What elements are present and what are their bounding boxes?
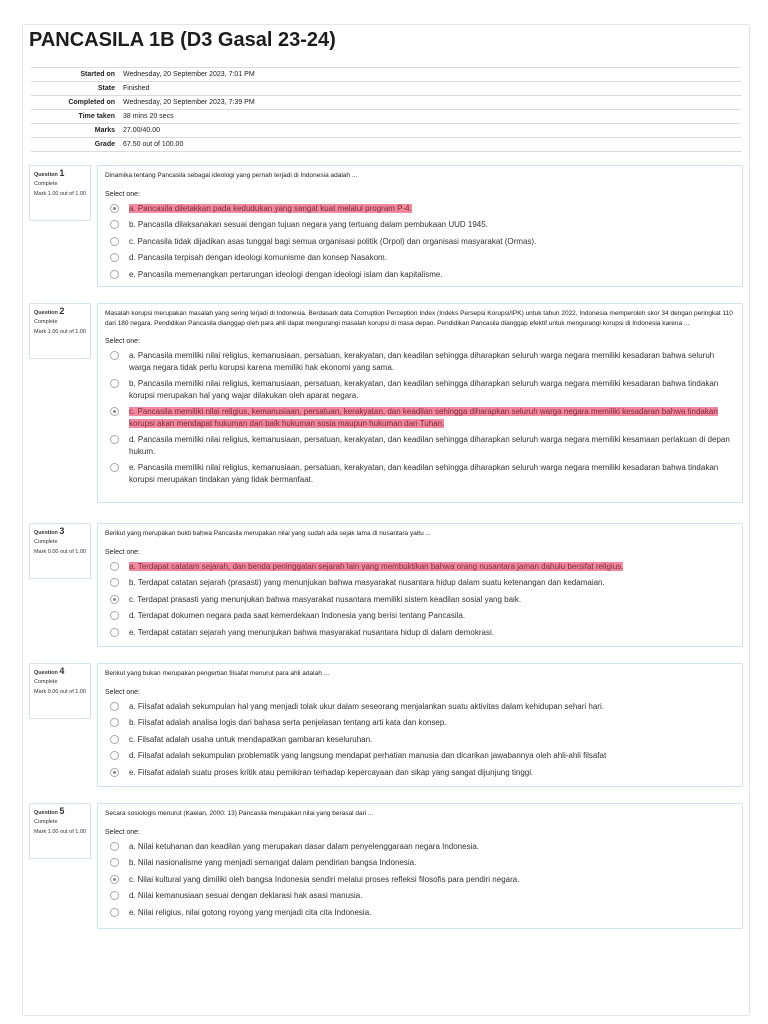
radio-button[interactable]: [110, 220, 119, 229]
radio-button[interactable]: [110, 270, 119, 279]
answer-option[interactable]: [105, 907, 735, 919]
question-state: Complete: [34, 538, 58, 545]
question-label: Question: [34, 310, 58, 316]
question-number: [34, 807, 86, 818]
radio-button[interactable]: [110, 858, 119, 867]
question-info: [29, 663, 91, 719]
radio-button[interactable]: [110, 237, 119, 246]
question-info: [29, 803, 91, 859]
select-one-label: Select one:: [105, 828, 141, 836]
question-content: [97, 803, 743, 929]
question-label: Question: [34, 172, 58, 178]
answer-option[interactable]: [105, 269, 735, 281]
radio-button[interactable]: [110, 204, 119, 213]
radio-button[interactable]: [110, 718, 119, 727]
radio-button[interactable]: [110, 253, 119, 262]
answer-option-text: b. Pancasila memiliki nilai religius, kemanusiaan, persatuan, kerakyatan, dan keadilan sehingga diharapkan seluruh warga negara memiliki kesadaran bahwa tindakan korupsi merupakan hal yang wajar dilakukan oleh aparat negara.: [129, 379, 719, 400]
answer-option-text: b. Pancasila dilaksanakan sesuai dengan tujuan negara yang tertuang dalam pembukaan UUD 1945.: [129, 220, 488, 229]
answer-option[interactable]: [105, 610, 735, 622]
question-number: [34, 527, 86, 538]
answer-option[interactable]: [105, 462, 735, 485]
answer-option[interactable]: [105, 406, 735, 429]
answer-option[interactable]: [105, 219, 735, 231]
summary-value: 67.50 out of 100.00: [123, 141, 184, 148]
radio-button[interactable]: [110, 842, 119, 851]
radio-button[interactable]: [110, 463, 119, 472]
radio-button[interactable]: [110, 379, 119, 388]
answer-option-text: d. Nilai kemanusiaan sesuai dengan deklarasi hak asasi manusia.: [129, 891, 363, 900]
summary-label: State: [97, 85, 115, 92]
select-one-label: Select one:: [105, 190, 141, 198]
question-mark: Mark 1.00 out of 1.00: [34, 829, 86, 835]
summary-value: 27.00/40.00: [123, 127, 160, 134]
answer-option[interactable]: [105, 378, 735, 401]
radio-button[interactable]: [110, 562, 119, 571]
answer-option-text: c. Pancasila tidak dijadikan asas tunggal bagi semua organisasi politik (Orpol) dan organisasi masyarakat (Ormas).: [129, 236, 537, 246]
answer-option[interactable]: [105, 857, 735, 869]
answer-option-text: e. Terdapat catatan sejarah yang menunjukan bahwa masyarakat nusantara hidup di dalam demokrasi.: [129, 627, 494, 637]
summary-value: Wednesday, 20 September 2023, 7:01 PM: [123, 71, 255, 78]
answer-option-text: a. Pancasila memiliki nilai religius, kemanusiaan, persatuan, kerakyatan, dan keadilan sehingga diharapkan seluruh warga negara memiliki kesadaran bahwa seluruh warga negara tidak perlu korupsi karena memiliki hak ekonomi yang sama.: [129, 351, 715, 372]
answer-option[interactable]: [105, 717, 735, 729]
radio-button[interactable]: [110, 908, 119, 917]
summary-label: Marks: [94, 127, 115, 134]
answer-option-text: c. Filsafat adalah usaha untuk mendapatkan gambaran keseluruhan.: [129, 734, 373, 744]
question-mark: Mark 0.00 out of 1.00: [34, 689, 86, 695]
question-content: [97, 303, 743, 503]
answer-option[interactable]: [105, 561, 735, 573]
answer-option-text: c. Nilai kultural yang dimiliki oleh bangsa Indonesia sendiri melalui proses refleksi filosofis para pendiri negara.: [129, 874, 520, 884]
answer-option-text: d. Pancasila terpisah dengan ideologi komunisme dan konsep Nasakom.: [129, 253, 387, 262]
question-content: [97, 523, 743, 647]
summary-value: Wednesday, 20 September 2023, 7:39 PM: [123, 99, 255, 106]
answer-option[interactable]: [105, 252, 735, 264]
question-info: [29, 523, 91, 579]
radio-button[interactable]: [110, 578, 119, 587]
question-mark: Mark 1.00 out of 1.00: [34, 329, 86, 335]
radio-button[interactable]: [110, 611, 119, 620]
select-one-label: Select one:: [105, 338, 141, 345]
question-info: [29, 165, 91, 221]
radio-button[interactable]: [110, 407, 119, 416]
answer-option-text: c. Terdapat prasasti yang menunjukan bahwa masyarakat nusantara memiliki sistem keadilan sosial yang baik.: [129, 594, 522, 604]
summary-row: [31, 96, 741, 110]
question-state: Complete: [34, 678, 58, 685]
answer-option-text: b. Nilai nasionalisme yang menjadi semangat dalam pendirian bangsa Indonesia.: [129, 858, 417, 867]
radio-button[interactable]: [110, 435, 119, 444]
question-number: [34, 169, 86, 180]
answer-option-text: e. Filsafat adalah suatu proses kritik atau pemikiran terhadap kepercayaan dan sikap yang sangat dijunjung tinggi.: [129, 767, 534, 777]
summary-label: Started on: [80, 71, 115, 78]
answer-option-text: a. Terdapat catatam sejarah, dan benda peninggalan sejarah lain yang membuktikan bahwa orang nusantara jaman dahulu bersifat religius.: [129, 561, 624, 571]
question-content: [97, 165, 743, 287]
answer-option[interactable]: [105, 841, 735, 853]
summary-value: 38 mins 20 secs: [123, 113, 174, 120]
radio-button[interactable]: [110, 351, 119, 360]
question-label: Question: [34, 530, 58, 536]
answer-option[interactable]: [105, 890, 735, 902]
question-number-value: 1: [59, 168, 65, 178]
select-one-label: Select one:: [105, 548, 141, 556]
quiz-review-page: [22, 24, 750, 1016]
radio-button[interactable]: [110, 751, 119, 760]
answer-option-text: d. Filsafat adalah sekumpulan problematik yang langsung mendapat perhatian manusia dan dicarikan jawabannya oleh ahli-ahli filsafat: [129, 751, 607, 760]
summary-row: [31, 124, 741, 138]
answer-option-text: c. Pancasila memiliki nilai religius, kemanusiaan, persatuan, kerakyatan, dan keadilan sehingga diharapkan seluruh warga negara memiliki kesadaran bahwa tindakan korupsi akan mendapat hukuman dari baik hukuman sosia maupun hukuman dari Tuhan.: [129, 407, 718, 428]
question-text: Secara sosiologis menurut (Kaelan, 2000: 13) Pancasila merupakan nilai yang berasal dari ...: [105, 810, 374, 817]
radio-button[interactable]: [110, 768, 119, 777]
attempt-summary-table: [31, 67, 741, 152]
question-number-value: 4: [59, 666, 65, 676]
answer-option[interactable]: [105, 750, 735, 762]
summary-value: Finished: [123, 85, 150, 92]
question-mark: Mark 1.00 out of 1.00: [34, 191, 86, 197]
answer-option[interactable]: [105, 734, 735, 746]
question-text: Berikut yang bukan merupakan pengertian filsafat menurut para ahli adalah ...: [105, 670, 330, 677]
question-state: Complete: [34, 818, 58, 825]
answer-option[interactable]: [105, 627, 735, 639]
question-state: Complete: [34, 318, 58, 325]
summary-label: Grade: [94, 141, 115, 148]
radio-button[interactable]: [110, 628, 119, 637]
question-text: Dinamika tentang Pancasila sebagai ideologi yang pernah terjadi di Indonesia adalah ...: [105, 172, 358, 179]
summary-label: Time taken: [78, 113, 115, 120]
radio-button[interactable]: [110, 891, 119, 900]
answer-option-text: b. Filsafat adalah analisa logis dari bahasa serta penjelasan tentang arti kata dan konsep.: [129, 718, 447, 727]
answer-option[interactable]: [105, 767, 735, 779]
question-number-value: 2: [59, 306, 65, 316]
summary-label: Completed on: [68, 99, 115, 106]
radio-button[interactable]: [110, 875, 119, 884]
answer-option-text: e. Nilai religius, nilai gotong royong yang menjadi cita cita Indonesia.: [129, 907, 372, 917]
summary-row: [31, 82, 741, 96]
question-number: [34, 307, 86, 318]
answer-option-text: b. Terdapat catatan sejarah (prasasti) yang menunjukan bahwa masyarakat nusantara hidup dalam suatu ketenangan dan kedamaian.: [129, 578, 605, 587]
answer-option[interactable]: [105, 874, 735, 886]
question-number-value: 5: [59, 806, 65, 816]
answer-option-text: e. Pancasila memenangkan pertarungan ideologi dengan ideologi islam dan kapitalisme.: [129, 269, 443, 279]
answer-option-text: a. Filsafat adalah sekumpulan hal yang menjadi tolak ukur dalam seseorang menjalankan suatu aktivitas dalam kehidupan sehari hari.: [129, 701, 604, 711]
page-title: PANCASILA 1B (D3 Gasal 23-24): [29, 29, 336, 51]
summary-row: [31, 68, 741, 82]
question-label: Question: [34, 670, 58, 676]
answer-option[interactable]: [105, 203, 735, 215]
question-text: Masalah korupsi merupakan masalah yang sering terjadi di Indonesia. Berdasark data Corruption Perception Index (Indeks Persepsi Korupsi/IPK) untuk tahun 2022, Indonesia memperoleh skor 34 dengan peringkat 110 dari 180 negara. Pendidikan Pancasila dianggap oleh para ahli dapat mengurangi masalah korupsi di masa depan. Pendidikan Pancasila dianggap efektif untuk mengurangi korupsi di Indonesia karena ...: [105, 310, 733, 327]
answer-option-text: a. Pancasila diletakkan pada kedudukan yang sangat kuat melalui program P-4.: [129, 203, 412, 213]
answer-option[interactable]: [105, 577, 735, 589]
question-number: [34, 667, 86, 678]
answer-option[interactable]: [105, 236, 735, 248]
radio-button[interactable]: [110, 735, 119, 744]
question-mark: Mark 0.00 out of 1.00: [34, 549, 86, 555]
radio-button[interactable]: [110, 595, 119, 604]
question-text: Berikut yang merupakan bukti bahwa Pancasila merupakan nilai yang sudah ada sejak lama di nusantara yaitu ...: [105, 530, 431, 537]
answer-option[interactable]: [105, 594, 735, 606]
answer-option[interactable]: [105, 434, 735, 457]
select-one-label: Select one:: [105, 688, 141, 696]
radio-button[interactable]: [110, 702, 119, 711]
answer-option-text: a. Nilai ketuhanan dan keadilan yang merupakan dasar dalam penyelenggaraan negara Indonesia.: [129, 841, 480, 851]
answer-option-text: d. Terdapat dokumen negara pada saat kemerdekaan Indonesia yang berisi tentang Pancasila.: [129, 611, 466, 620]
question-info: [29, 303, 91, 359]
answer-option[interactable]: [105, 701, 735, 713]
question-number-value: 3: [59, 526, 65, 536]
answer-option-text: d. Pancasila memiliki nilai religius, kemanusiaan, persatuan, kerakyatan, dan keadilan sehingga diharapkan seluruh warga negara memiliki kesamaan perlakuan di depan hukum.: [129, 435, 730, 456]
summary-row: [31, 110, 741, 124]
question-content: [97, 663, 743, 787]
answer-option[interactable]: [105, 350, 735, 373]
question-label: Question: [34, 810, 58, 816]
answer-option-text: e. Pancasila memiliki nilai religius, kemanusiaan, persatuan, kerakyatan, dan keadilan sehingga diharapkan seluruh warga negara memiliki kesadaran bahwa tindakan korupsi merupakan tindakan yang tidak bermanfaat.: [129, 463, 719, 484]
summary-row: [31, 138, 741, 152]
question-state: Complete: [34, 180, 58, 187]
